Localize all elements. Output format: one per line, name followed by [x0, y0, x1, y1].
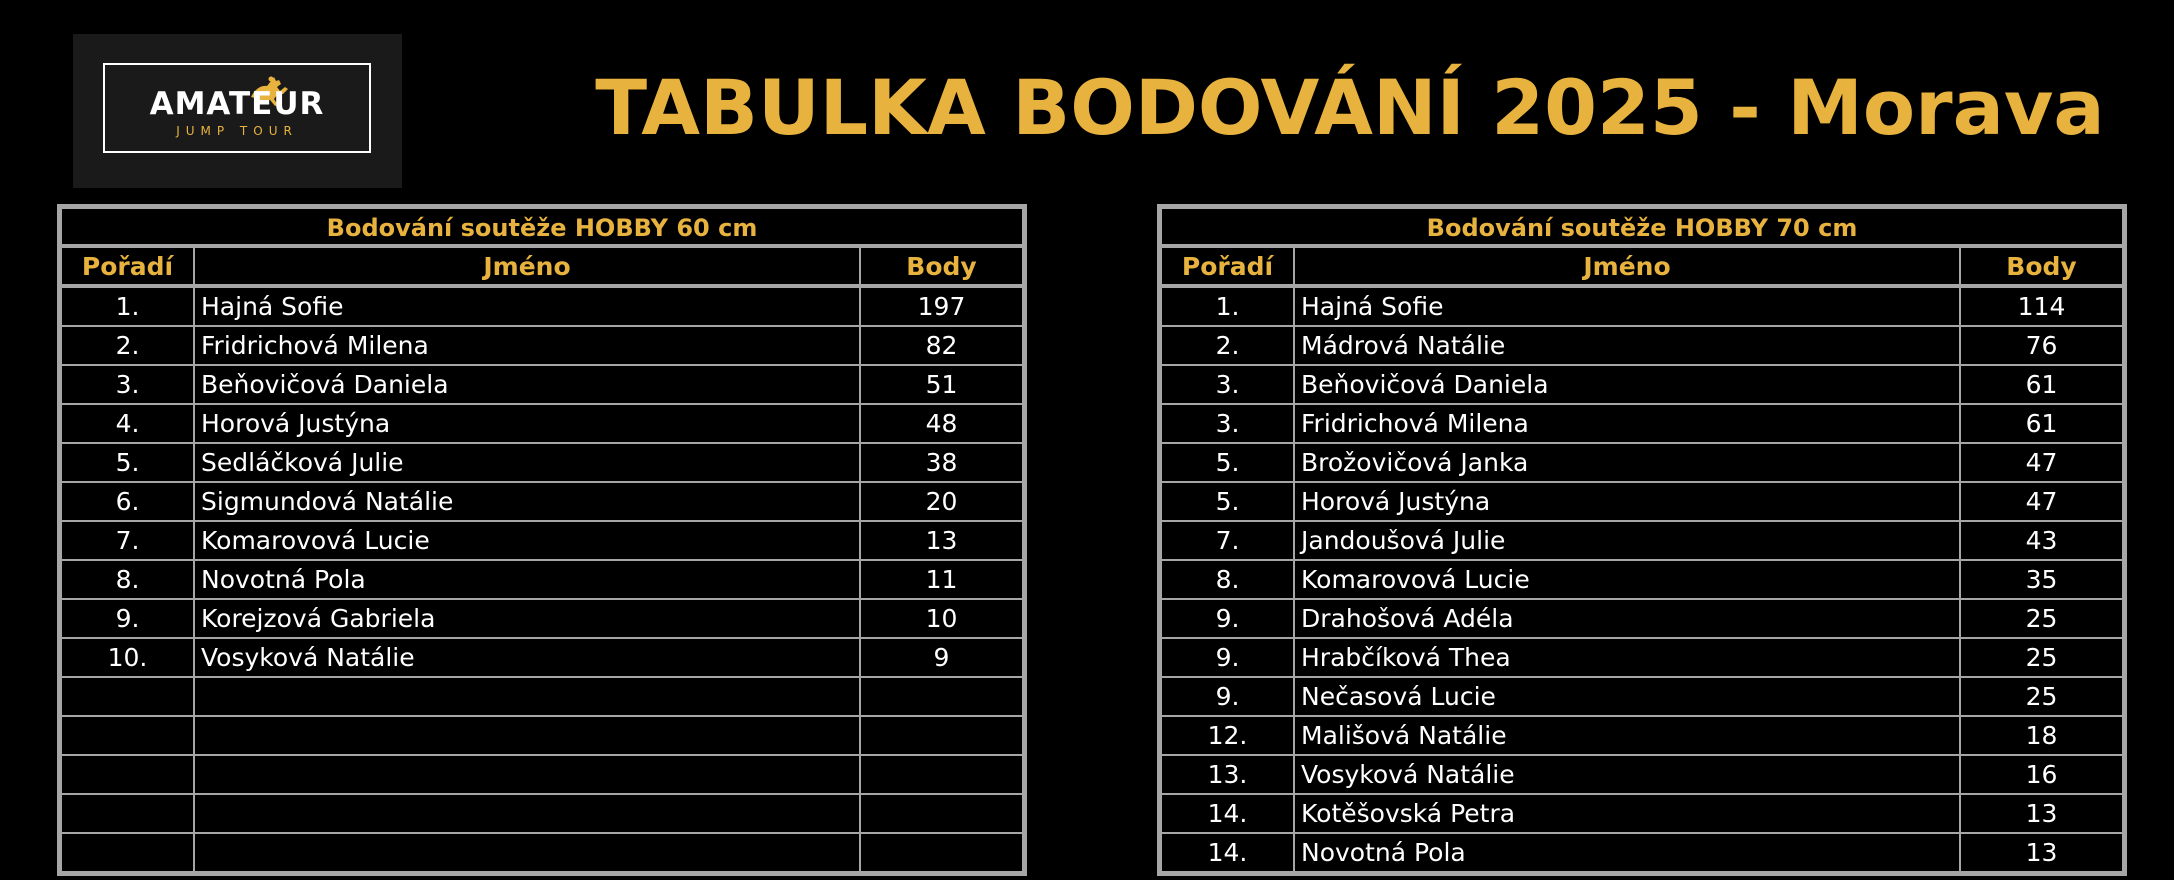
points-cell: 16 [1960, 755, 2122, 794]
points-cell: 61 [1960, 365, 2122, 404]
name-cell: Nečasová Lucie [1294, 677, 1960, 716]
name-cell: Vosyková Natálie [1294, 755, 1960, 794]
rank-cell: 3. [62, 365, 194, 404]
name-cell: Korejzová Gabriela [194, 599, 860, 638]
points-cell [860, 755, 1022, 794]
points-cell: 11 [860, 560, 1022, 599]
name-cell: Fridrichová Milena [1294, 404, 1960, 443]
points-cell: 25 [1960, 599, 2122, 638]
name-cell: Drahošová Adéla [1294, 599, 1960, 638]
rank-cell: 8. [62, 560, 194, 599]
points-cell: 25 [1960, 638, 2122, 677]
rank-cell: 1. [1162, 286, 1294, 326]
points-cell: 10 [860, 599, 1022, 638]
name-cell: Horová Justýna [194, 404, 860, 443]
points-cell: 38 [860, 443, 1022, 482]
points-cell: 13 [860, 521, 1022, 560]
name-cell: Hajná Sofie [1294, 286, 1960, 326]
points-cell: 48 [860, 404, 1022, 443]
table-row [1162, 482, 2122, 521]
rank-cell: 9. [1162, 677, 1294, 716]
rank-cell: 3. [1162, 365, 1294, 404]
table-row [62, 716, 1022, 755]
table-row [1162, 599, 2122, 638]
points-cell: 13 [1960, 833, 2122, 871]
column-header-rank: Pořadí [1162, 248, 1294, 286]
points-cell: 82 [860, 326, 1022, 365]
rank-cell [62, 794, 194, 833]
rank-cell: 5. [62, 443, 194, 482]
column-header-rank: Pořadí [62, 248, 194, 286]
points-cell: 51 [860, 365, 1022, 404]
rank-cell [62, 833, 194, 871]
name-cell [194, 716, 860, 755]
standings-table [62, 248, 1022, 871]
table-row [1162, 286, 2122, 326]
rank-cell: 8. [1162, 560, 1294, 599]
points-cell: 76 [1960, 326, 2122, 365]
table-row [1162, 560, 2122, 599]
header-row [62, 248, 1022, 286]
table-row [1162, 677, 2122, 716]
table-row [62, 599, 1022, 638]
rank-cell: 1. [62, 286, 194, 326]
points-cell: 47 [1960, 482, 2122, 521]
rank-cell: 6. [62, 482, 194, 521]
rank-cell: 2. [1162, 326, 1294, 365]
name-cell: Mališová Natálie [1294, 716, 1960, 755]
rank-cell: 9. [62, 599, 194, 638]
points-cell: 18 [1960, 716, 2122, 755]
table-row [62, 794, 1022, 833]
rank-cell [62, 677, 194, 716]
column-header-name: Jméno [194, 248, 860, 286]
name-cell [194, 677, 860, 716]
name-cell: Beňovičová Daniela [194, 365, 860, 404]
name-cell: Beňovičová Daniela [1294, 365, 1960, 404]
table-title: Bodování soutěže HOBBY 70 cm [1162, 209, 2122, 248]
points-cell: 13 [1960, 794, 2122, 833]
rank-cell [62, 755, 194, 794]
points-cell [860, 833, 1022, 871]
name-cell: Mádrová Natálie [1294, 326, 1960, 365]
points-cell: 25 [1960, 677, 2122, 716]
name-cell: Komarovová Lucie [1294, 560, 1960, 599]
table-row [62, 365, 1022, 404]
table-row [62, 560, 1022, 599]
rank-cell: 12. [1162, 716, 1294, 755]
table-row [1162, 404, 2122, 443]
name-cell: Brožovičová Janka [1294, 443, 1960, 482]
column-header-points: Body [1960, 248, 2122, 286]
table-row [1162, 755, 2122, 794]
rank-cell: 4. [62, 404, 194, 443]
name-cell: Kotěšovská Petra [1294, 794, 1960, 833]
table-row [62, 404, 1022, 443]
points-cell: 43 [1960, 521, 2122, 560]
table-row [62, 638, 1022, 677]
name-cell [194, 833, 860, 871]
name-cell: Hajná Sofie [194, 286, 860, 326]
standings-table [1162, 248, 2122, 871]
rank-cell: 5. [1162, 443, 1294, 482]
table-row [1162, 833, 2122, 871]
table-row [62, 326, 1022, 365]
table-row [1162, 638, 2122, 677]
points-cell [860, 677, 1022, 716]
name-cell: Vosyková Natálie [194, 638, 860, 677]
points-cell: 35 [1960, 560, 2122, 599]
rank-cell: 13. [1162, 755, 1294, 794]
name-cell: Novotná Pola [194, 560, 860, 599]
standings-table-hobby-60 [57, 204, 1027, 876]
page-title: TABULKA BODOVÁNÍ 2025 - Morava [595, 63, 2105, 152]
logo [73, 34, 402, 188]
name-cell: Komarovová Lucie [194, 521, 860, 560]
table-row [62, 482, 1022, 521]
rank-cell: 14. [1162, 833, 1294, 871]
points-cell [860, 794, 1022, 833]
rank-cell: 2. [62, 326, 194, 365]
header-row [1162, 248, 2122, 286]
name-cell: Hrabčíková Thea [1294, 638, 1960, 677]
column-header-name: Jméno [1294, 248, 1960, 286]
name-cell: Fridrichová Milena [194, 326, 860, 365]
points-cell: 47 [1960, 443, 2122, 482]
points-cell: 20 [860, 482, 1022, 521]
name-cell [194, 794, 860, 833]
table-row [1162, 443, 2122, 482]
rank-cell [62, 716, 194, 755]
rank-cell: 9. [1162, 638, 1294, 677]
logo-frame [103, 63, 371, 153]
table-row [1162, 794, 2122, 833]
table-row [1162, 521, 2122, 560]
rank-cell: 7. [1162, 521, 1294, 560]
name-cell [194, 755, 860, 794]
points-cell: 9 [860, 638, 1022, 677]
table-row [62, 755, 1022, 794]
table-row [1162, 326, 2122, 365]
logo-title: AMATEUR [149, 86, 325, 122]
table-row [62, 521, 1022, 560]
rank-cell: 9. [1162, 599, 1294, 638]
name-cell: Jandoušová Julie [1294, 521, 1960, 560]
table-row [62, 443, 1022, 482]
logo-subtitle: JUMP TOUR [176, 124, 298, 138]
column-header-points: Body [860, 248, 1022, 286]
name-cell: Sigmundová Natálie [194, 482, 860, 521]
rank-cell: 5. [1162, 482, 1294, 521]
points-cell: 114 [1960, 286, 2122, 326]
table-row [62, 286, 1022, 326]
standings-table-hobby-70 [1157, 204, 2127, 876]
rank-cell: 7. [62, 521, 194, 560]
table-title: Bodování soutěže HOBBY 60 cm [62, 209, 1022, 248]
rank-cell: 10. [62, 638, 194, 677]
points-cell: 197 [860, 286, 1022, 326]
rank-cell: 14. [1162, 794, 1294, 833]
name-cell: Horová Justýna [1294, 482, 1960, 521]
rank-cell: 3. [1162, 404, 1294, 443]
table-row [62, 833, 1022, 871]
table-row [62, 677, 1022, 716]
table-row [1162, 365, 2122, 404]
points-cell: 61 [1960, 404, 2122, 443]
table-row [1162, 716, 2122, 755]
name-cell: Novotná Pola [1294, 833, 1960, 871]
points-cell [860, 716, 1022, 755]
name-cell: Sedláčková Julie [194, 443, 860, 482]
